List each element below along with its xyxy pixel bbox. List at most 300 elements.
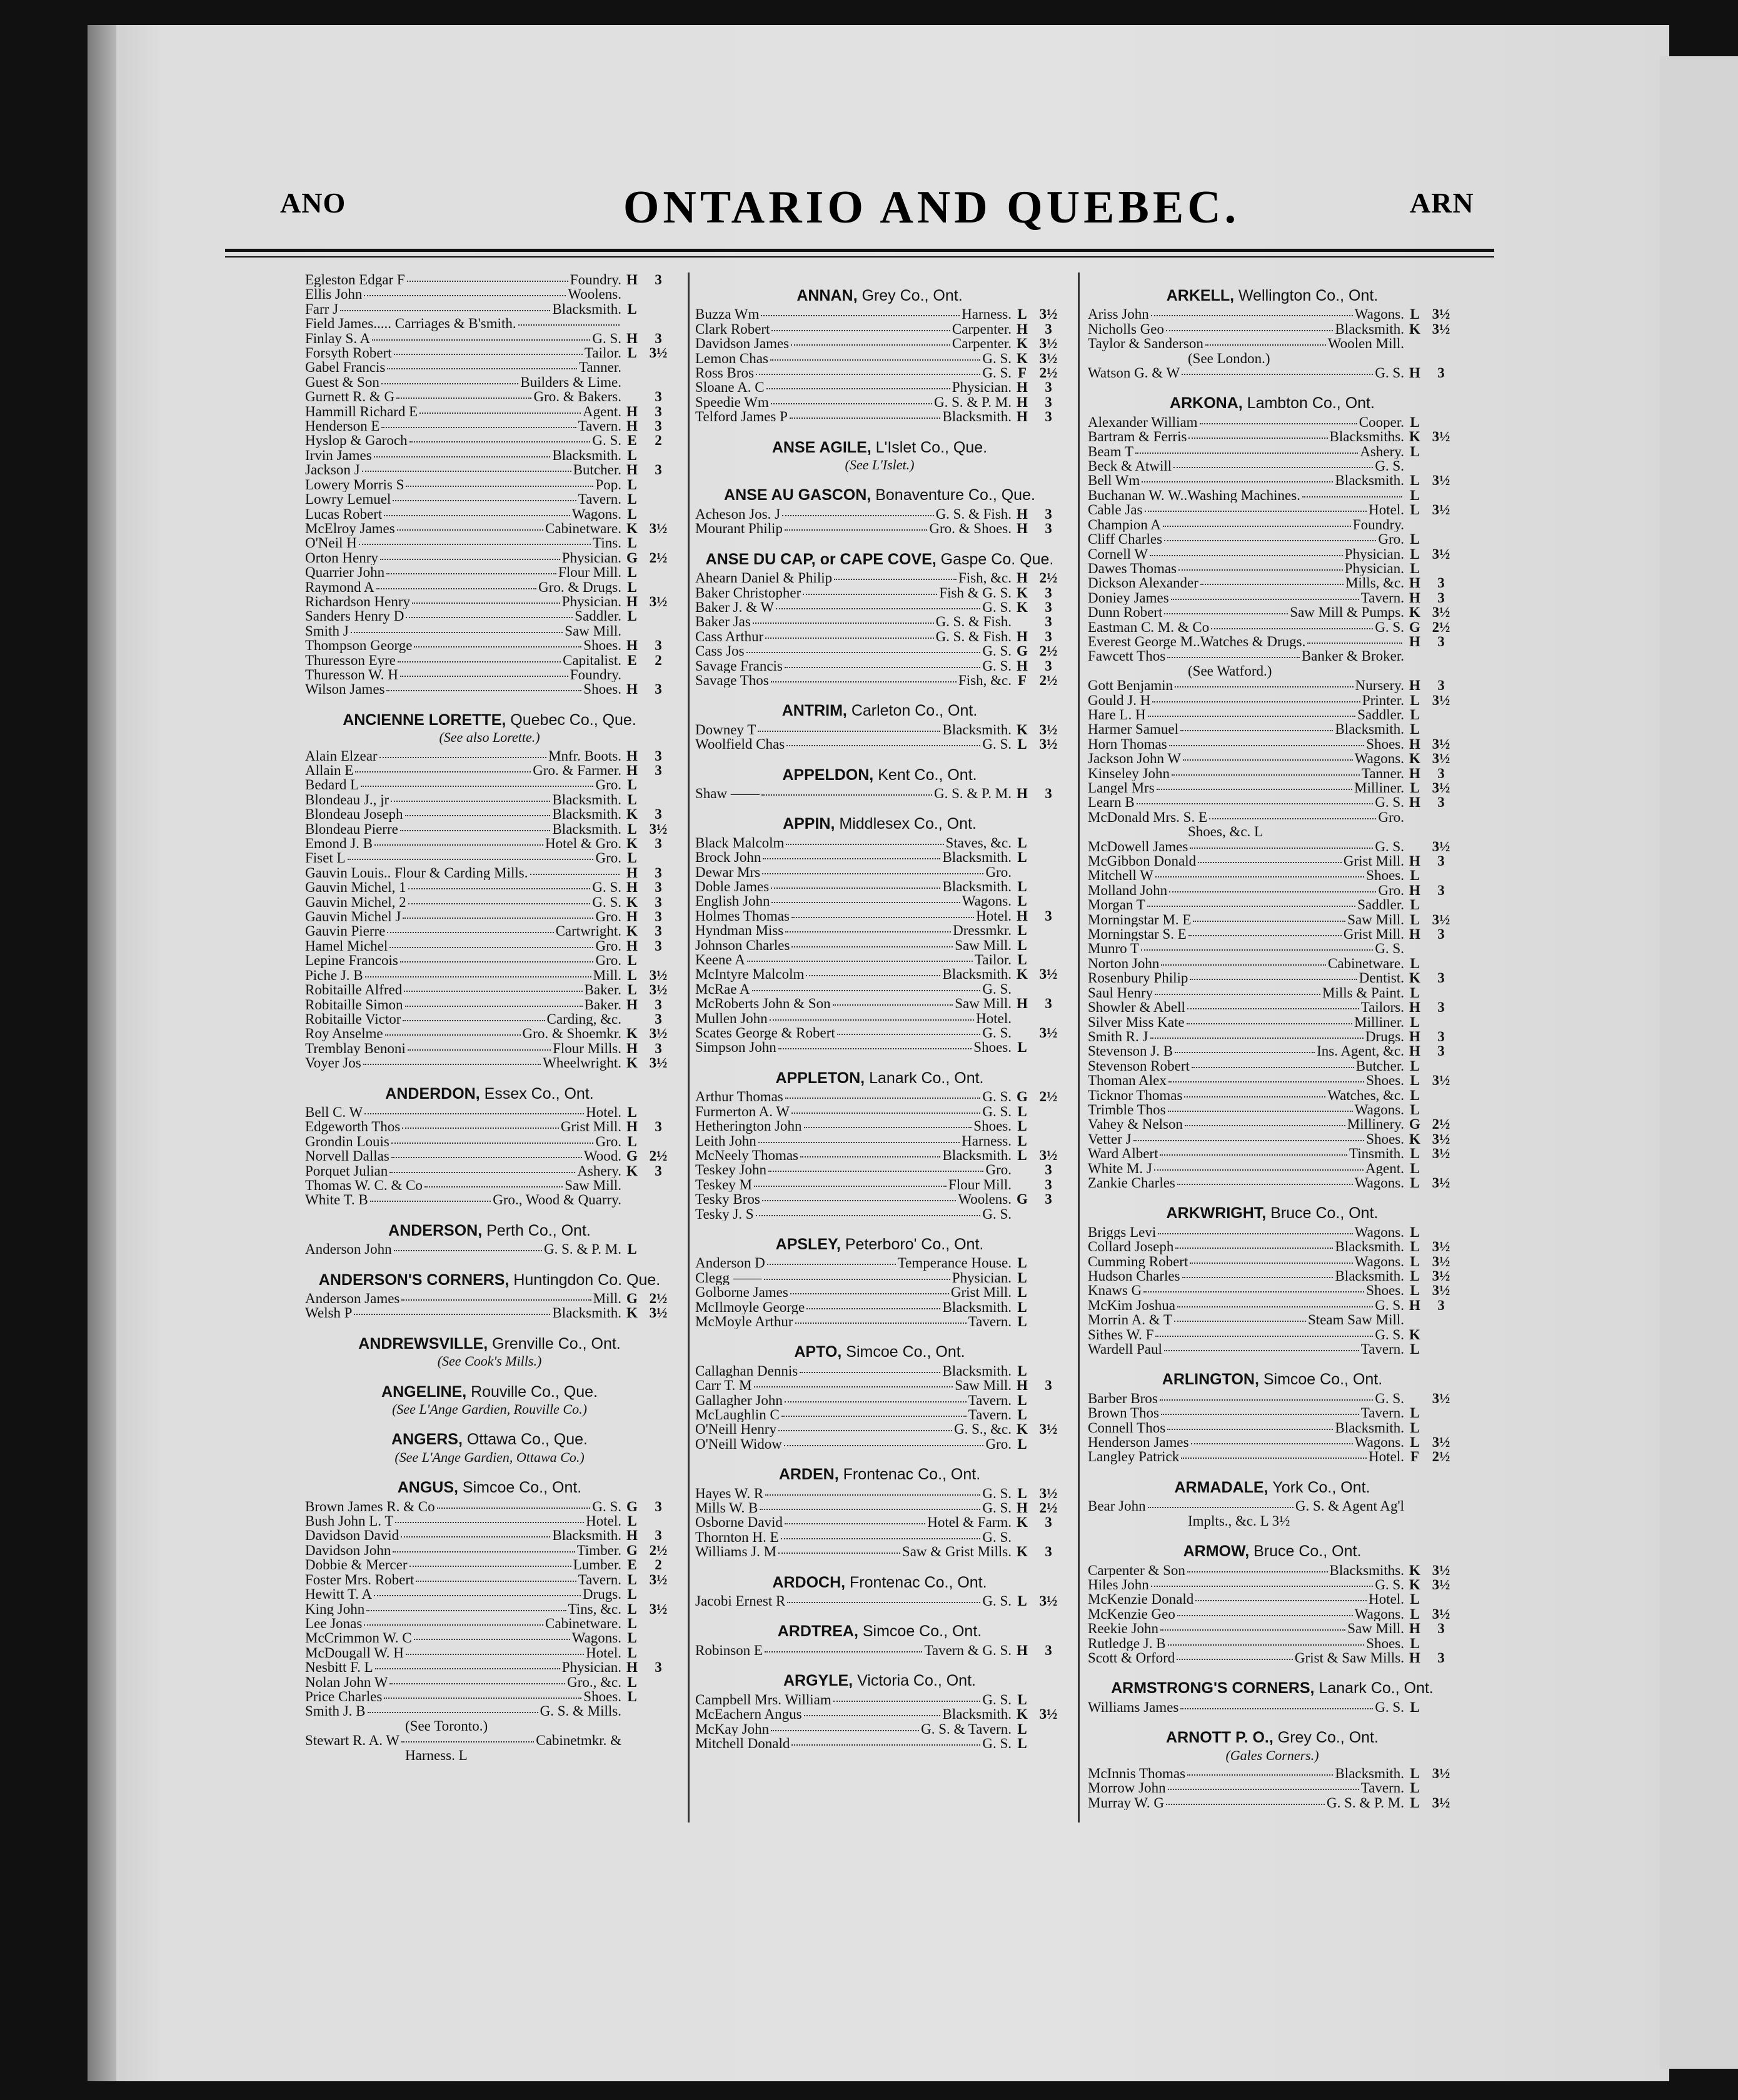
entry-trade: Blacksmith. [942, 967, 1012, 982]
entry-name: Gallagher John [695, 1392, 783, 1408]
entry-rating: H [1017, 786, 1028, 801]
see-reference: (See L'Ange Gardien, Rouville Co.) [392, 1401, 587, 1418]
leader-dots [1209, 818, 1376, 819]
entry-credit: 3 [1045, 908, 1052, 924]
leader-dots [381, 383, 519, 384]
directory-entry [305, 272, 674, 287]
entry-trade: Blacksmith. [552, 1306, 621, 1321]
entry-trade: Woolen Mill. [1327, 336, 1404, 351]
entry-rating: L [1017, 1256, 1027, 1271]
entry-trade: G. S. & P. M. [544, 1242, 621, 1257]
entry-name: Edgeworth Thos [305, 1119, 401, 1134]
leader-dots [746, 652, 981, 653]
entry-name: Ticknor Thomas [1088, 1088, 1183, 1102]
entry-credit: 3½ [1432, 1391, 1450, 1406]
entry-name: Reekie John [1088, 1621, 1159, 1636]
entry-trade: Gro. & Farmer. [533, 763, 621, 778]
entry-name: Stewart R. A. W [305, 1733, 399, 1748]
entry-trade: G. S. [982, 1104, 1012, 1119]
entry-trade: Physician. [561, 550, 621, 566]
entry-trade: Drugs. [1365, 1029, 1404, 1044]
entry-rating: L [1017, 1692, 1027, 1708]
directory-entry [1088, 1161, 1457, 1176]
leader-dots [359, 544, 591, 545]
entry-name: Barber Bros [1088, 1391, 1158, 1406]
directory-entry [1088, 1015, 1457, 1029]
entry-rating: L [1410, 1073, 1420, 1088]
leader-dots [361, 786, 593, 787]
place-name: ARNOTT P. O., [1166, 1729, 1273, 1747]
entry-trade: Fish, &c. [958, 672, 1012, 688]
entry-rating: K [1017, 1707, 1028, 1722]
entry-rating: K [1409, 1562, 1420, 1578]
entry-name: Hetherington John [695, 1119, 802, 1134]
entry-rating: H [1409, 766, 1420, 781]
entry-rating: L [1017, 1363, 1027, 1379]
leader-dots [406, 486, 593, 487]
place-name: ARMSTRONG'S CORNERS, [1111, 1679, 1315, 1698]
entry-name: Gould J. H [1088, 692, 1151, 708]
directory-entry [695, 1026, 1064, 1040]
entry-name: Gauvin Pierre [305, 924, 386, 939]
place-heading [1088, 1206, 1457, 1221]
entry-name: Carr T. M [695, 1378, 752, 1393]
entry-rating: L [1017, 1119, 1027, 1134]
entry-trade: Hotel. [976, 908, 1012, 924]
entry-name: Teskey M [695, 1177, 753, 1192]
entry-name: Allain E [305, 763, 354, 778]
entry-trade: G. S. [982, 1501, 1012, 1516]
entry-rating: L [1410, 1146, 1420, 1161]
entry-rating: H [626, 865, 638, 881]
entry-rating: H [1409, 854, 1420, 869]
directory-entry [1088, 1328, 1457, 1342]
leader-dots [765, 1494, 980, 1496]
entry-rating: E [627, 433, 637, 448]
leader-dots [414, 1639, 570, 1640]
place-county: Carleton Co., Ont. [851, 702, 978, 720]
entry-rating: G [1017, 644, 1028, 659]
directory-entry [305, 668, 674, 682]
entry-name: Bartram & Ferris [1088, 429, 1187, 444]
entry-credit: 3½ [1039, 967, 1058, 982]
leader-dots [391, 1157, 582, 1158]
directory-entry [695, 1040, 1064, 1054]
leader-dots [414, 646, 581, 648]
leader-dots [765, 1651, 922, 1652]
entry-credit: 3 [655, 331, 662, 346]
directory-entry [1088, 1225, 1457, 1239]
entry-name: Jacobi Ernest R [695, 1594, 786, 1609]
entry-trade: Gro., &c. [567, 1674, 621, 1689]
directory-entry [305, 302, 674, 316]
entry-rating: L [627, 1674, 637, 1689]
entry-credit: 3½ [649, 594, 668, 609]
entry-rating: H [1409, 590, 1420, 606]
leader-dots [402, 1128, 559, 1129]
entry-name: Forsyth Robert [305, 346, 392, 361]
leader-dots [1151, 1586, 1374, 1587]
leader-dots [785, 529, 927, 531]
entry-credit: 3½ [1039, 307, 1058, 322]
entry-name: Nolan John W [305, 1674, 388, 1689]
entry-rating: L [627, 1514, 637, 1529]
place-name: ARKWRIGHT, [1166, 1204, 1267, 1222]
leader-dots [408, 903, 591, 904]
directory-entry [1088, 854, 1457, 868]
leader-dots [387, 932, 553, 933]
place-county: Essex Co., Ont. [484, 1084, 594, 1102]
entry-name: Saul Henry [1088, 985, 1153, 1001]
entry-name: Cumming Robert [1088, 1254, 1188, 1269]
directory-entry [695, 722, 1064, 737]
entry-trade: Tins. [593, 536, 621, 551]
entry-name: Gurnett R. & G [305, 389, 395, 404]
leader-dots [412, 602, 560, 604]
leader-dots [363, 1064, 541, 1065]
entry-name: English John [695, 894, 770, 909]
directory-entry [305, 1587, 674, 1601]
entry-trade: Ins. Agent, &c. [1317, 1044, 1404, 1059]
entry-trade: Physician. [561, 1660, 621, 1675]
directory-entry [1088, 576, 1457, 590]
directory-entry [695, 909, 1064, 923]
entry-trade: Temperance House. [897, 1256, 1012, 1271]
entry-trade: Mills, &c. [1345, 576, 1404, 591]
leader-dots [391, 1142, 594, 1144]
entry-trade: Tavern. [968, 1314, 1012, 1329]
entry-rating: L [1017, 938, 1027, 953]
leader-dots [1200, 584, 1344, 585]
place-county: Peterboro' Co., Ont. [845, 1235, 984, 1253]
place-heading [1088, 1372, 1457, 1387]
leader-dots [351, 632, 563, 633]
entry-rating: G [1409, 1117, 1420, 1132]
directory-entry [1088, 473, 1457, 488]
place-name: ANTRIM, [781, 702, 847, 720]
entry-credit: 3½ [1432, 1795, 1450, 1811]
entry-name: McKenzie Donald [1088, 1592, 1194, 1607]
leader-dots [1145, 511, 1367, 512]
place-heading [305, 1084, 674, 1102]
entry-rating: L [627, 982, 637, 998]
entry-name: Rosenbury Philip [1088, 971, 1188, 986]
place-name: ARDEN, [778, 1466, 839, 1484]
entry-rating: H [1017, 380, 1028, 395]
entry-rating: K [626, 1163, 638, 1178]
directory-entry [1088, 1283, 1457, 1298]
entry-name: Hiles John [1088, 1577, 1149, 1592]
place-county: Lanark Co., Ont. [869, 1069, 984, 1087]
directory-entry [695, 571, 1064, 585]
entry-trade: G. S. [1375, 459, 1404, 474]
entry-credit: 3 [1045, 1642, 1052, 1658]
place-county: Simcoe Co., Ont. [846, 1343, 965, 1361]
entry-rating: L [627, 1587, 637, 1602]
entry-name: Blondeau Pierre [305, 821, 398, 837]
entry-name: Savage Francis [695, 658, 783, 673]
entry-credit: 3 [1437, 678, 1445, 693]
leader-dots [758, 1142, 960, 1143]
see-reference: (See L'Ange Gardien, Ottawa Co.) [394, 1449, 585, 1465]
directory-entry [1088, 1132, 1457, 1146]
entry-trade: Tavern. [1360, 590, 1404, 606]
leader-dots [1164, 613, 1288, 614]
entry-credit: 3½ [1432, 1766, 1450, 1781]
entry-name: Gauvin Louis.. Flour & Carding Mills. [305, 865, 528, 881]
entry-rating: L [627, 609, 637, 624]
entry-name: Brown James R. & Co [305, 1499, 435, 1514]
entry-rating: H [1017, 1501, 1028, 1516]
entry-rating: L [1410, 1254, 1420, 1269]
directory-entry [305, 807, 674, 821]
entry-rating: L [627, 448, 637, 463]
entry-credit: 3 [1045, 786, 1052, 801]
entry-trade: Shoes. [1366, 1283, 1404, 1298]
leader-dots [406, 617, 573, 618]
leader-dots [754, 1386, 953, 1388]
entry-trade: Steam Saw Mill. [1308, 1312, 1404, 1328]
leader-dots [1155, 1336, 1373, 1337]
entry-rating: L [1017, 923, 1027, 938]
entry-trade: G. S. & Tavern. [921, 1721, 1012, 1736]
entry-credit: 3 [1045, 629, 1052, 644]
entry-rating: H [1409, 634, 1420, 649]
entry-credit: 3 [655, 682, 662, 697]
entry-name: Mills W. B [695, 1501, 758, 1516]
entry-name: McDonald Mrs. S. E [1088, 809, 1208, 825]
entry-name: McNeely Thomas [695, 1148, 799, 1163]
entry-trade: Flour Mills. [553, 1041, 621, 1056]
entry-name: Davidson David [305, 1528, 399, 1543]
place-county: Bonaventure Co., Que. [875, 486, 1035, 504]
entry-rating: H [1017, 658, 1028, 673]
entry-trade: Saddler. [1357, 898, 1404, 912]
entry-name: Connell Thos [1088, 1420, 1166, 1436]
entry-trade: Pop. [595, 477, 621, 492]
entry-name: Finlay S. A [305, 331, 371, 346]
place-heading [305, 713, 674, 728]
entry-trade: Blacksmith. [552, 301, 621, 317]
entry-credit: 3 [1437, 1650, 1445, 1666]
entry-trade: Tins, &c. [568, 1601, 621, 1616]
leader-dots [364, 1624, 543, 1626]
directory-entry [695, 1207, 1064, 1221]
entry-trade: Blacksmith. [552, 807, 621, 822]
entry-trade: Wood. [583, 1149, 621, 1164]
directory-entry [305, 1149, 674, 1163]
entry-credit: 3½ [1432, 692, 1450, 708]
directory-entry [1088, 1073, 1457, 1088]
entry-rating: H [626, 1660, 638, 1675]
leader-dots [365, 976, 591, 978]
entry-trade: Blacksmith. [942, 409, 1012, 424]
leader-dots [366, 1610, 566, 1611]
entry-name: Robinson E [695, 1642, 763, 1658]
entry-trade: G. S., &c. [954, 1422, 1012, 1437]
entry-rating: L [1017, 1040, 1027, 1055]
entry-trade: Mill. [593, 1291, 621, 1306]
entry-trade: Carpenter. [952, 321, 1012, 337]
entry-name: Zankie Charles [1088, 1175, 1175, 1191]
leader-dots [1187, 1023, 1353, 1024]
entry-credit: 3 [655, 894, 662, 910]
entry-rating: H [1017, 996, 1028, 1011]
leader-dots [1155, 994, 1320, 995]
directory-entry [695, 1256, 1064, 1270]
entry-credit: 3½ [1432, 839, 1450, 854]
entry-trade: Gro. [595, 778, 621, 792]
entry-name: O'Neill Widow [695, 1436, 782, 1452]
entry-rating: H [626, 748, 638, 763]
entry-name: Vahey & Nelson [1088, 1117, 1183, 1132]
entry-rating: H [626, 997, 638, 1012]
entry-credit: 3½ [1432, 912, 1450, 928]
place-heading [1088, 396, 1457, 411]
leader-dots [364, 1113, 584, 1114]
leader-dots [1302, 496, 1402, 498]
entry-name: Nicholls Geo [1088, 321, 1165, 337]
leader-dots [1182, 1277, 1334, 1278]
entry-credit: 3½ [649, 982, 668, 998]
entry-name: Furmerton A. W [695, 1104, 790, 1119]
entry-credit: 3 [1437, 795, 1445, 810]
directory-entry [305, 1192, 674, 1207]
entry-credit: 3½ [1432, 1435, 1450, 1450]
entry-trade: G. S. [982, 1736, 1012, 1751]
leader-dots [1184, 1096, 1325, 1098]
place-heading [695, 817, 1064, 831]
leader-dots [406, 1654, 584, 1655]
entry-rating: L [627, 1104, 637, 1120]
place-heading [305, 1334, 674, 1352]
entry-rating: L [1017, 1133, 1027, 1148]
entry-name: Hamel Michel [305, 938, 388, 954]
entry-rating: L [1410, 868, 1420, 883]
entry-trade: Tavern. [1360, 1406, 1404, 1421]
leader-dots [760, 1509, 980, 1510]
entry-name: Raymond A [305, 579, 374, 594]
directory-entry [695, 967, 1064, 981]
leader-dots [387, 368, 577, 369]
directory-entry [695, 614, 1064, 629]
place-county: Quebec Co., Que. [510, 711, 636, 729]
entry-rating: L [627, 821, 637, 837]
entry-trade: G. S. [1375, 366, 1404, 381]
place-county: Lanark Co., Ont. [1319, 1679, 1434, 1698]
entry-name: Porquet Julian [305, 1163, 388, 1178]
entry-name: McInnis Thomas [1088, 1766, 1186, 1781]
entry-rating: K [1017, 1544, 1028, 1559]
directory-entry [305, 1012, 674, 1026]
entry-trade: Cooper. [1359, 414, 1404, 430]
directory-entry [695, 409, 1064, 424]
leader-dots [771, 681, 957, 682]
entry-name: Guest & Son [305, 374, 379, 390]
leader-dots [384, 1698, 581, 1699]
entry-rating: K [1409, 971, 1420, 986]
entry-trade: Gro. [985, 864, 1012, 879]
entry-name: Langel Mrs [1088, 781, 1155, 796]
entry-name: Anderson James [305, 1291, 400, 1306]
entry-rating: L [1410, 1058, 1420, 1074]
entry-credit: 3 [1437, 854, 1445, 869]
entry-name: Baker Jas [695, 614, 751, 629]
entry-name: Speedie Wm [695, 394, 769, 410]
entry-credit: 3½ [649, 1572, 668, 1588]
entry-trade: G. S. [1375, 1699, 1404, 1715]
directory-entry [305, 953, 674, 968]
entry-trade: Lumber. [573, 1558, 621, 1572]
entry-name: Grondin Louis [305, 1134, 389, 1149]
entry-continuation: (See London.) [1188, 350, 1270, 366]
entry-name: Bell Wm [1088, 473, 1140, 488]
leader-dots [355, 771, 531, 772]
entry-rating: K [626, 894, 638, 910]
entry-name: Downey T [695, 722, 756, 738]
leader-dots [1164, 1350, 1359, 1351]
entry-rating: H [1409, 882, 1420, 898]
leader-dots [1147, 906, 1355, 907]
entry-trade: Banker & Broker. [1301, 649, 1404, 664]
directory-entry [305, 521, 674, 536]
entry-credit: 3 [655, 1119, 662, 1134]
entry-name: Smith J. B [305, 1704, 366, 1719]
leader-dots [391, 801, 550, 802]
place-county: Bruce Co., Ont. [1253, 1542, 1362, 1561]
leader-dots [400, 676, 568, 677]
entry-name: Orton Henry [305, 550, 378, 566]
entry-name: McKenzie Geo [1088, 1606, 1175, 1622]
leader-dots [806, 975, 940, 976]
entry-credit: 2½ [1039, 1501, 1058, 1516]
entry-name: Kinseley John [1088, 766, 1170, 781]
entry-name: McRoberts John & Son [695, 996, 831, 1011]
entry-credit: 3 [655, 419, 662, 434]
entry-name: Arthur Thomas [695, 1089, 783, 1104]
entry-name: White M. J [1088, 1161, 1152, 1176]
directory-entry [695, 1594, 1064, 1608]
directory-entry [1088, 415, 1457, 429]
entry-name: Smith J [305, 623, 349, 639]
leader-dots [781, 1538, 981, 1539]
entry-name: McKay John [695, 1721, 770, 1736]
entry-trade: G. S. [982, 366, 1012, 381]
leader-dots [1188, 935, 1342, 936]
entry-name: O'Neill Henry [695, 1422, 776, 1437]
entry-trade: Wagons. [1354, 1102, 1404, 1118]
entry-name: McEachern Angus [695, 1707, 802, 1722]
entry-credit: 2½ [649, 1542, 668, 1558]
entry-name: Sloane A. C [695, 380, 765, 395]
place-name: ANDREWSVILLE, [358, 1334, 488, 1352]
entry-trade: Gro. [595, 851, 621, 866]
directory-entry [1088, 1088, 1457, 1102]
entry-rating: L [1017, 1594, 1027, 1609]
entry-trade: Ashery. [577, 1163, 621, 1178]
entry-trade: G. S. [1375, 1327, 1404, 1342]
place-name: ANSE AGILE, [771, 438, 872, 456]
entry-name: Leith John [695, 1133, 756, 1148]
entry-name: Dawes Thomas [1088, 561, 1177, 576]
entry-trade: G. S. [592, 433, 621, 448]
entry-name: Savage Thos [695, 672, 769, 688]
entry-credit: 3½ [1039, 722, 1058, 738]
directory-entry [695, 1364, 1064, 1378]
entry-credit: 3½ [1039, 1148, 1058, 1163]
entry-trade: Blacksmiths. [1329, 1562, 1404, 1578]
leader-dots [1175, 1052, 1315, 1053]
